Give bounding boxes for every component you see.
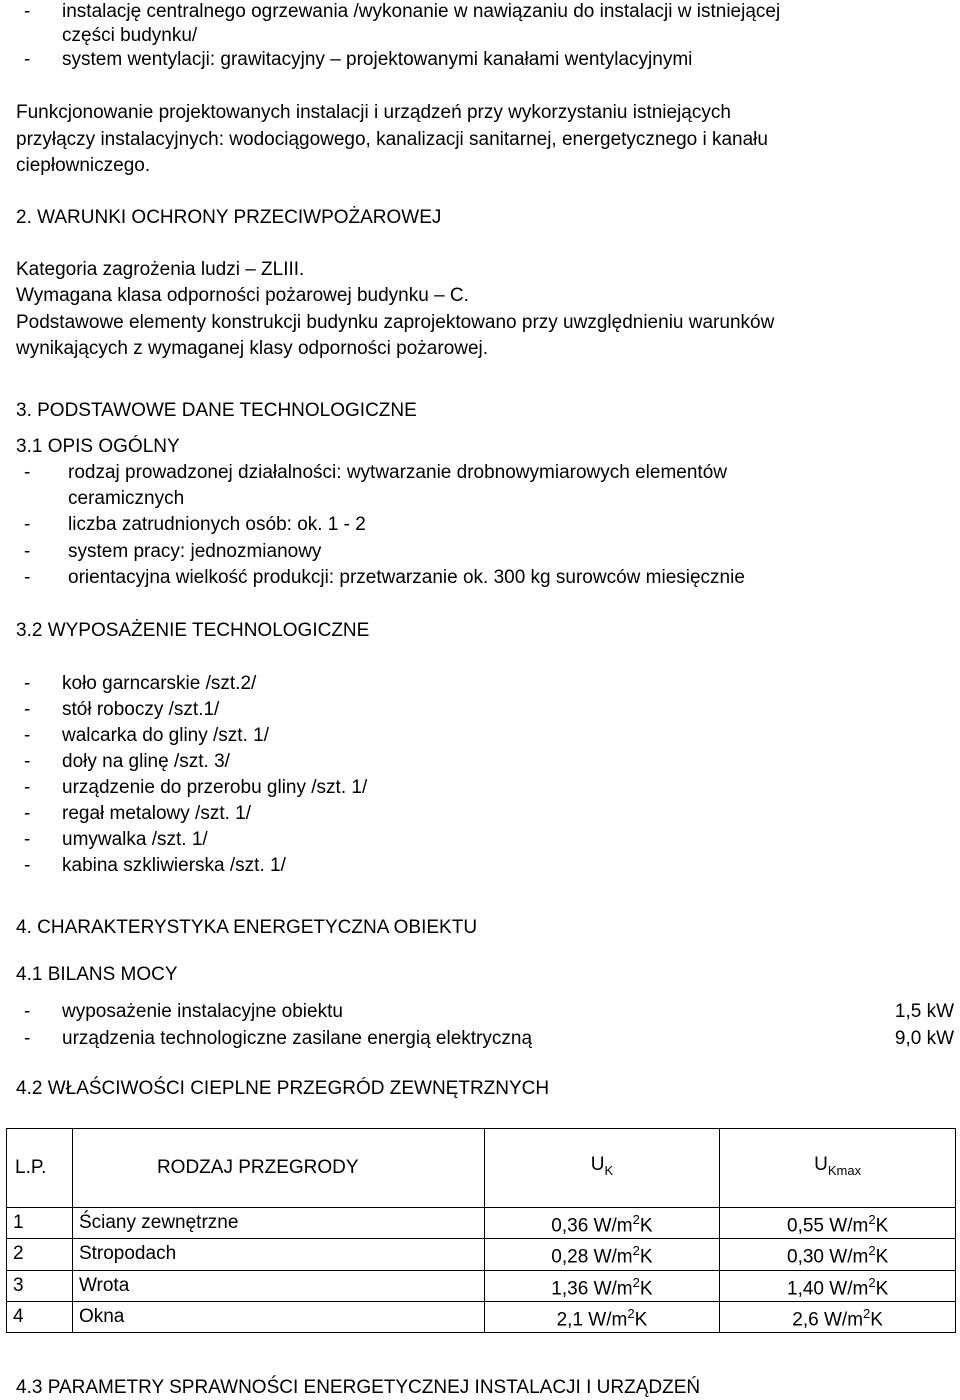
paragraph-line: wynikających z wymaganej klasy odporności pożarowej. <box>16 338 489 359</box>
table-row <box>7 1239 956 1270</box>
table-row <box>7 1301 956 1332</box>
equipment-item: kabina szkliwierska /szt. 1/ <box>62 855 286 876</box>
paragraph-line: Wymagana klasa odporności pożarowej budynku – C. <box>16 285 469 306</box>
cell-umax: 2,6 $W/m^2K$ <box>720 1301 956 1332</box>
subsection-heading: 4.2 WŁAŚCIWOŚCI CIEPLNE PRZEGRÓD ZEWNĘTRZNYCH <box>16 1078 550 1099</box>
paragraph-line: ciepłowniczego. <box>16 155 151 176</box>
power-item-label: urządzenia technologiczne zasilane energią elektryczną <box>62 1028 533 1049</box>
bullet-dash: - <box>24 829 31 850</box>
cell-partition-name: Wrota <box>72 1270 484 1301</box>
bullet-dash: - <box>24 1028 31 1049</box>
bullet-dash: - <box>24 1 31 22</box>
paragraph-line: Podstawowe elementy konstrukcji budynku zaprojektowano przy uwzględnieniu warunków <box>16 312 775 333</box>
equipment-item: stół roboczy /szt.1/ <box>62 699 220 720</box>
section-heading: 4. CHARAKTERYSTYKA ENERGETYCZNA OBIEKTU <box>16 917 478 938</box>
subsection-heading: 3.1 OPIS OGÓLNY <box>16 436 180 457</box>
bullet-dash: - <box>24 699 31 720</box>
bullet-text: rodzaj prowadzonej działalności: wytwarzanie drobnowymiarowych elementów <box>68 462 727 483</box>
cell-umax: 0,30 $W/m^2K$ <box>720 1239 956 1270</box>
table-header-row <box>7 1129 956 1208</box>
section-heading: 3. PODSTAWOWE DANE TECHNOLOGICZNE <box>16 400 417 421</box>
cell-lp: 4 <box>7 1301 73 1332</box>
subsection-heading: 4.1 BILANS MOCY <box>16 964 178 985</box>
subsection-heading: 3.2 WYPOSAŻENIE TECHNOLOGICZNE <box>16 620 370 641</box>
subsection-heading: 4.3 PARAMETRY SPRAWNOŚCI ENERGETYCZNEJ INSTALACJI I URZĄDZEŃ <box>16 1377 701 1398</box>
cell-lp: 2 <box>7 1239 73 1270</box>
bullet-dash: - <box>24 855 31 876</box>
cell-umax: 0,55 $W/m^2K$ <box>720 1208 956 1239</box>
bullet-dash: - <box>24 673 31 694</box>
thermal-properties-table <box>6 1128 956 1333</box>
bullet-text: system pracy: jednozmianowy <box>68 541 322 562</box>
header-lp: L.P. <box>7 1129 73 1208</box>
power-item-label: wyposażenie instalacyjne obiektu <box>62 1001 343 1022</box>
paragraph-line: Funkcjonowanie projektowanych instalacji i urządzeń przy wykorzystaniu istniejących <box>16 102 731 123</box>
cell-partition-name: Stropodach <box>72 1239 484 1270</box>
bullet-dash: - <box>24 541 31 562</box>
section-heading: 2. WARUNKI OCHRONY PRZECIWPOŻAROWEJ <box>16 207 442 228</box>
cell-partition-name: Okna <box>72 1301 484 1332</box>
bullet-dash: - <box>24 725 31 746</box>
table-row <box>7 1270 956 1301</box>
header-partition-type: RODZAJ PRZEGRODY <box>72 1129 484 1208</box>
equipment-item: regał metalowy /szt. 1/ <box>62 803 252 824</box>
cell-lp: 1 <box>7 1208 73 1239</box>
bullet-dash: - <box>24 777 31 798</box>
bullet-dash: - <box>24 803 31 824</box>
bullet-text: orientacyjna wielkość produkcji: przetwarzanie ok. 300 kg surowców miesięcznie <box>68 567 745 588</box>
paragraph-line: przyłączy instalacyjnych: wodociągowego, kanalizacji sanitarnej, energetycznego i kanału <box>16 129 768 150</box>
bullet-dash: - <box>24 462 31 483</box>
equipment-item: doły na glinę /szt. 3/ <box>62 751 230 772</box>
cell-partition-name: Ściany zewnętrzne <box>72 1208 484 1239</box>
bullet-text: liczba zatrudnionych osób: ok. 1 - 2 <box>68 514 366 535</box>
bullet-dash: - <box>24 751 31 772</box>
cell-umax: 1,40 $W/m^2K$ <box>720 1270 956 1301</box>
bullet-text: system wentylacji: grawitacyjny – projektowanymi kanałami wentylacyjnymi <box>62 49 693 70</box>
bullet-dash: - <box>24 514 31 535</box>
bullet-text-continued: ceramicznych <box>68 488 185 509</box>
cell-u: 0,28 $W/m^2K$ <box>484 1239 720 1270</box>
bullet-dash: - <box>24 49 31 70</box>
bullet-dash: - <box>24 567 31 588</box>
table-row <box>7 1208 956 1239</box>
paragraph-line: Kategoria zagrożenia ludzi – ZLIII. <box>16 259 305 280</box>
bullet-dash: - <box>24 1001 31 1022</box>
equipment-item: urządzenie do przerobu gliny /szt. 1/ <box>62 777 368 798</box>
bullet-text: instalację centralnego ogrzewania /wykonanie w nawiązaniu do instalacji w istniejącej <box>62 1 781 22</box>
power-item-value: 1,5 kW <box>894 1001 954 1022</box>
header-u: $U_K$ <box>484 1129 720 1208</box>
bullet-text-continued: części budynku/ <box>62 25 198 46</box>
cell-u: 1,36 $W/m^2K$ <box>484 1270 720 1301</box>
power-item-value: 9,0 kW <box>894 1028 954 1049</box>
equipment-item: umywalka /szt. 1/ <box>62 829 208 850</box>
equipment-item: walcarka do gliny /szt. 1/ <box>62 725 269 746</box>
cell-u: 2,1 $W/m^2K$ <box>484 1301 720 1332</box>
header-umax: $U_{Kmax}$ <box>720 1129 956 1208</box>
cell-lp: 3 <box>7 1270 73 1301</box>
cell-u: 0,36 $W/m^2K$ <box>484 1208 720 1239</box>
equipment-item: koło garncarskie /szt.2/ <box>62 673 257 694</box>
